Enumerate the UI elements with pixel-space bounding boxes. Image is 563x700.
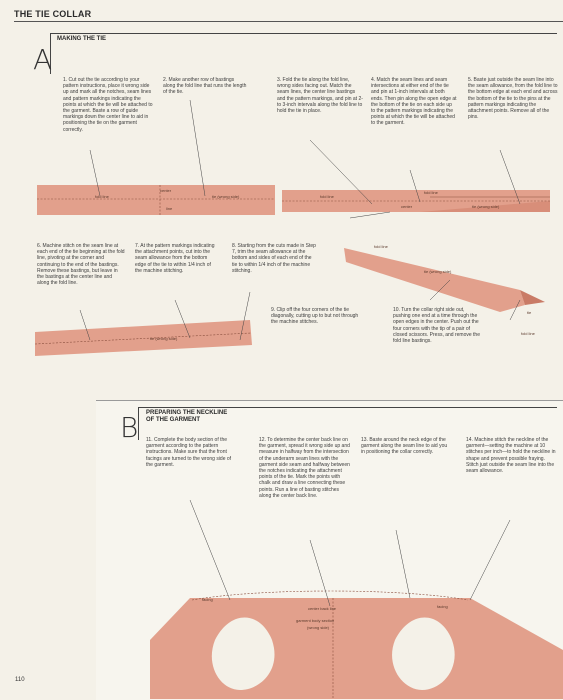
step-3-text: 3. Fold the tie along the fold line, wrong sides facing out. Match the seam lines, the center line bastings and the pattern markings, and pin at 2- to 3-inch intervals along the fold line to hold the tie in place. [277,77,363,115]
section-b-title-line1: PREPARING THE NECKLINE [146,410,228,416]
section-b-letter: B [120,411,139,444]
section-a-letter: A [33,43,53,76]
section-b-title-line2: OF THE GARMENT [146,417,200,423]
step-7-text: 7. At the pattern markings indicating the attachment points, cut into the seam allowance from the bottom edge of the tie to within 1/4 inch of the machine stitching. [135,243,215,274]
step-1-text: 1. Cut out the tie according to your pattern instructions, place it wrong side up and mark all the notches, seam lines and pattern markings indicating the points at which the tie will be attached to the garment. Baste a row of guide markings down the center line to aid in positioning the tie on the garment correctly. [63,77,153,133]
step-11-text: 11. Complete the body section of the garment according to the pattern instructions. Make sure that the front facings are turned to the wrong side of the garment. [146,437,232,468]
step-5-text: 5. Baste just outside the seam line into the seam allowance, from the fold line to the bottom edge at each end and across the bottom of the tie to the pins at the pattern markings indicating the attachment points. Remove all of the pins. [468,77,558,121]
step-13-text: 13. Baste around the neck edge of the garment along the seam line to aid you in positioning the collar correctly. [361,437,448,456]
fold-line-label-3: fold line [424,190,438,195]
tie-wrong-side-label-3: tie (wrong side) [150,336,178,341]
tie-wrong-side-label-2: tie (wrong side) [472,204,500,209]
line-label-1: line [166,206,173,211]
tie-label: tie [527,310,532,315]
garment-body-label: garment body section [296,618,335,623]
step-6-text: 6. Machine stitch on the seam line at each end of the tie beginning at the fold line, pivoting at the corner and continuing to the end of the bastings. Remove these bastings, but leave in the bastings at the center line and along the fold line. [37,243,125,287]
step-14-text: 14. Machine stitch the neckline of the garment—setting the machine at 10 stitches per inch—to hold the neckline in shape and prevent possible fraying. Stitch just outside the seam line into the seam allowance. [466,437,556,475]
step-8-text: 8. Starting from the cuts made in Step 7, trim the seam allowance at the bottom and sides of each end of the tie to within 1/4 inch of the machine stitching. [232,243,316,274]
tie-wrong-side-label-4: tie (wrong side) [424,269,452,274]
section-a-title: MAKING THE TIE [57,36,106,42]
page-title: THE TIE COLLAR [14,9,92,19]
fold-line-label-1: fold line [95,194,109,199]
fold-line-label-5: fold line [521,331,535,336]
center-label-2: center [401,204,413,209]
step-10-text: 10. Turn the collar right side out, pushing one end at a time through the open edges in the center. Push out the four corners with the tip of a pair of closed scissors. Press, and remove the fold line bastings. [393,307,480,345]
wrong-side-label: (wrong side) [307,625,330,630]
step-9-text: 9. Clip off the four corners of the tie diagonally, cutting up to but not through the machine stitches. [271,307,359,326]
step-2-text: 2. Make another row of bastings along the fold line that runs the length of the tie. [163,77,247,96]
facing-label-left: facing [202,597,213,602]
tie-wrong-side-label-1: tie (wrong side) [212,194,240,199]
facing-label-right: facing [437,604,448,609]
fold-line-label-4: fold line [374,244,388,249]
center-back-line-label: center back line [308,606,337,611]
fold-line-label-2: fold line [320,194,334,199]
page-number: 110 [15,677,25,683]
step-4-text: 4. Match the seam lines and seam intersections at either end of the tie and pin at 1-inch intervals at both ends. Then pin along the open edge at the bottom of the tie on each side up to the pattern markings indicating the points at which the tie will be attached to the garment. [371,77,457,127]
center-label-1: center [160,188,172,193]
garment-body [150,598,563,699]
step-12-text: 12. To determine the center back line on the garment, spread it wrong side up and measure in halfway from the intersection of the underarm seam lines with the garment side seam and halfway between the notches indicating the attachment points of the tie. Mark the points with chalk and draw a line connecting these points. Run a line of basting stitches along the center back line. [259,437,350,499]
